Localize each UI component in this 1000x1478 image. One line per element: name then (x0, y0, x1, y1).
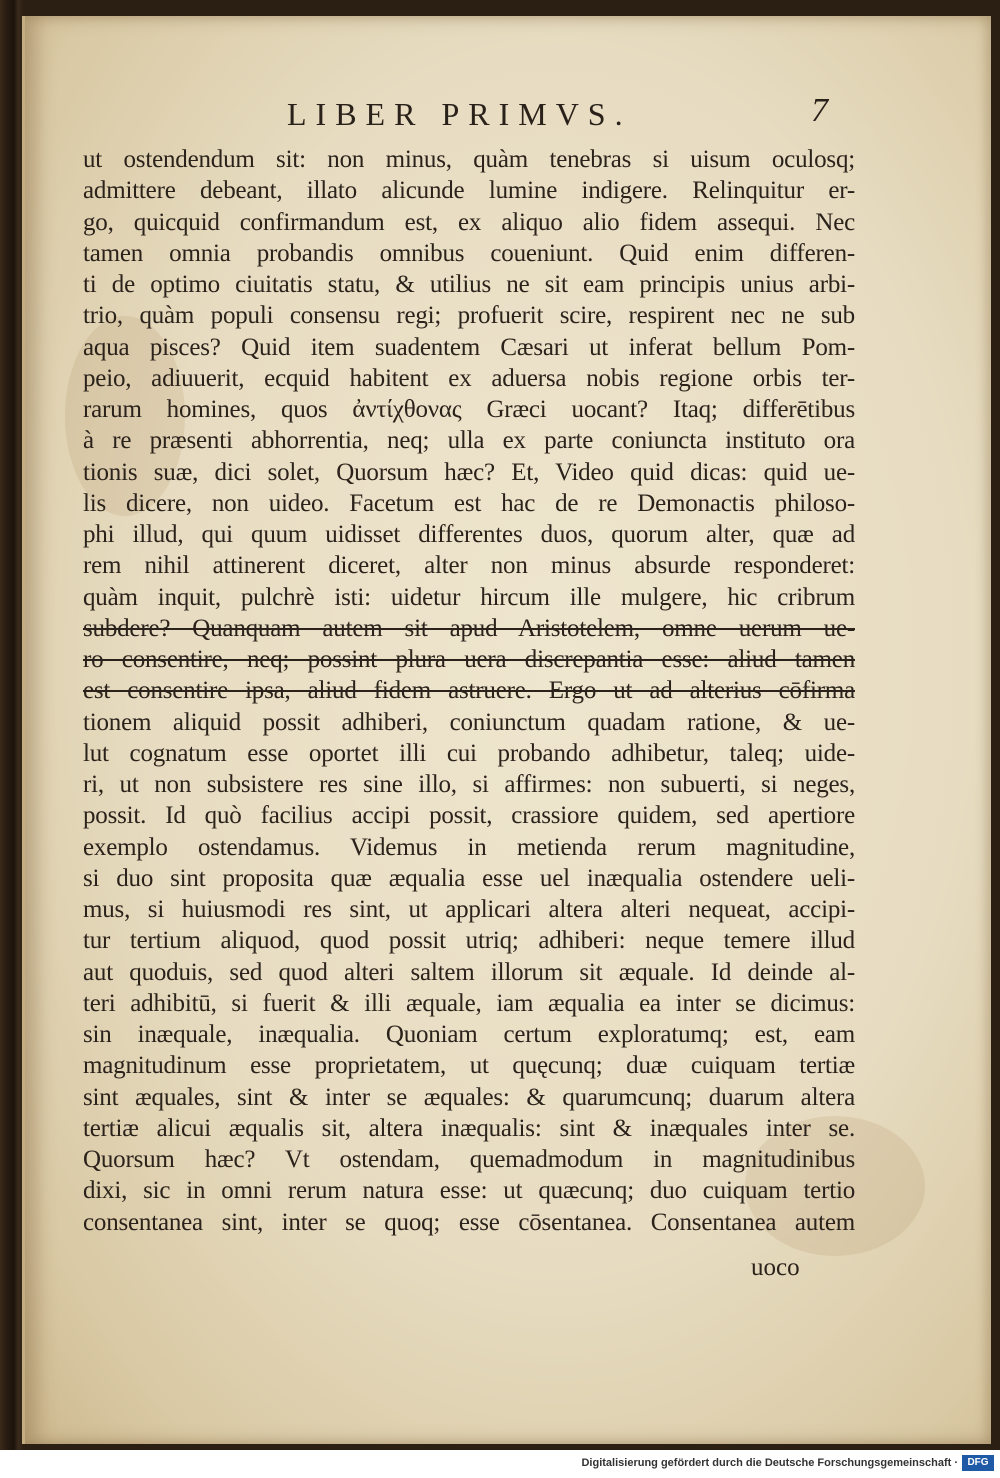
book-page (22, 16, 991, 1444)
text-line: ri, ut non subsistere res sine illo, si affirmes: non subuerti, si neges, (83, 771, 855, 798)
text-line: aut quoduis, sed quod alteri saltem illorum sit æquale. Id deinde al- (83, 958, 855, 986)
running-head (25, 92, 991, 136)
text-line: quàm inquit, pulchrè isti: uidetur hircum ille mulgere, hic cribrum (83, 583, 855, 611)
text-line: magnitudinum esse proprietatem, ut quęcunq; duæ cuiquam tertiæ (83, 1052, 855, 1080)
text-line: phi illud, qui quum uidisset differentes duos, quorum alter, quæ ad (83, 521, 855, 548)
text-line: tionem aliquid possit adhiberi, coniunctum quadam ratione, & ue- (83, 708, 855, 736)
text-line: sint æquales, sint & inter se æquales: & quarumcunq; duarum altera (83, 1083, 855, 1111)
text-line: trio, quàm populi consensu regi; profuerit scire, respirent nec ne sub (83, 302, 855, 330)
text-line: ut ostendendum sit: non minus, quàm tenebras si uisum oculosq; (83, 146, 855, 173)
body-text (83, 144, 855, 1238)
text-line: dixi, sic in omni rerum natura esse: ut quæcunq; duo cuiquam tertio (83, 1177, 855, 1205)
text-line: tur tertium aliquod, quod possit utriq; adhiberi: neque temere illud (83, 927, 855, 955)
text-line: exemplo ostendamus. Videmus in metienda rerum magnitudine, (83, 833, 855, 861)
text-line: lis dicere, non uideo. Facetum est hac de re Demonactis philoso- (83, 489, 855, 517)
dfg-logo: DFG (962, 1455, 994, 1471)
text-line: tionis suæ, dici solet, Quorsum hæc? Et, Video quid dicas: quid ue- (83, 458, 855, 486)
funding-credit: Digitalisierung gefördert durch die Deutsche Forschungsgemeinschaft · (581, 1457, 958, 1469)
text-line: lut cognatum esse oportet illi cui probando adhibetur, taleq; uide- (83, 739, 855, 767)
text-line: tertiæ alicui æqualis sit, altera inæqualis: sint & inæquales inter se. (83, 1114, 855, 1142)
text-line: admittere debeant, illato alicunde lumine indigere. Relinquitur er- (83, 177, 855, 205)
text-line: teri adhibitū, si fuerit & illi æquale, iam æqualia ea inter se dicimus: (83, 989, 855, 1017)
text-line: rem nihil attinerent diceret, alter non minus absurde responderet: (83, 552, 855, 580)
text-line: possit. Id quò facilius accipi possit, crassiore quidem, sed apertiore (83, 802, 855, 830)
text-line: est consentire ipsa, aliud fidem astruere. Ergo ut ad alterius cōfirma (83, 677, 855, 705)
text-line: ti de optimo ciuitatis statu, & utilius ne sit eam principis unius arbi- (83, 271, 855, 298)
catchword: uoco (751, 1254, 800, 1281)
running-head-title: LIBER PRIMVS. (287, 96, 632, 132)
text-line: Quorsum hæc? Vt ostendam, quemadmodum in magnitudinibus (83, 1146, 855, 1173)
text-line: ro consentire, neq; possint plura uera discrepantia esse: aliud tamen (83, 646, 855, 673)
text-line: à re præsenti abhorrentia, neq; ulla ex parte coniuncta instituto ora (83, 427, 855, 455)
page-number: 7 (811, 92, 828, 129)
text-line: mus, si huiusmodi res sint, ut applicari altera alteri nequeat, accipi- (83, 896, 855, 923)
text-line: sin inæquale, inæqualia. Quoniam certum exploratumq; est, eam (83, 1021, 855, 1048)
text-line: rarum homines, quos ἀντίχθονας Græci uocant? Itaq; differētibus (83, 396, 855, 423)
text-line: consentanea sint, inter se quoq; esse cōsentanea. Consentanea autem (83, 1208, 855, 1236)
text-line: aqua pisces? Quid item suadentem Cæsari ut inferat bellum Pom- (83, 333, 855, 361)
text-line: tamen omnia probandis omnibus coueniunt. Quid enim differen- (83, 239, 855, 267)
text-line: go, quicquid confirmandum est, ex aliquo alio fidem assequi. Nec (83, 208, 855, 236)
text-line: subdere? Quanquam autem sit apud Aristotelem, omne uerum ue- (83, 614, 855, 642)
text-line: si duo sint proposita quæ æqualia esse uel inæqualia ostendere ueli- (83, 864, 855, 892)
text-line: peio, adiuuerit, ecquid habitent ex aduersa nobis regione orbis ter- (83, 364, 855, 392)
